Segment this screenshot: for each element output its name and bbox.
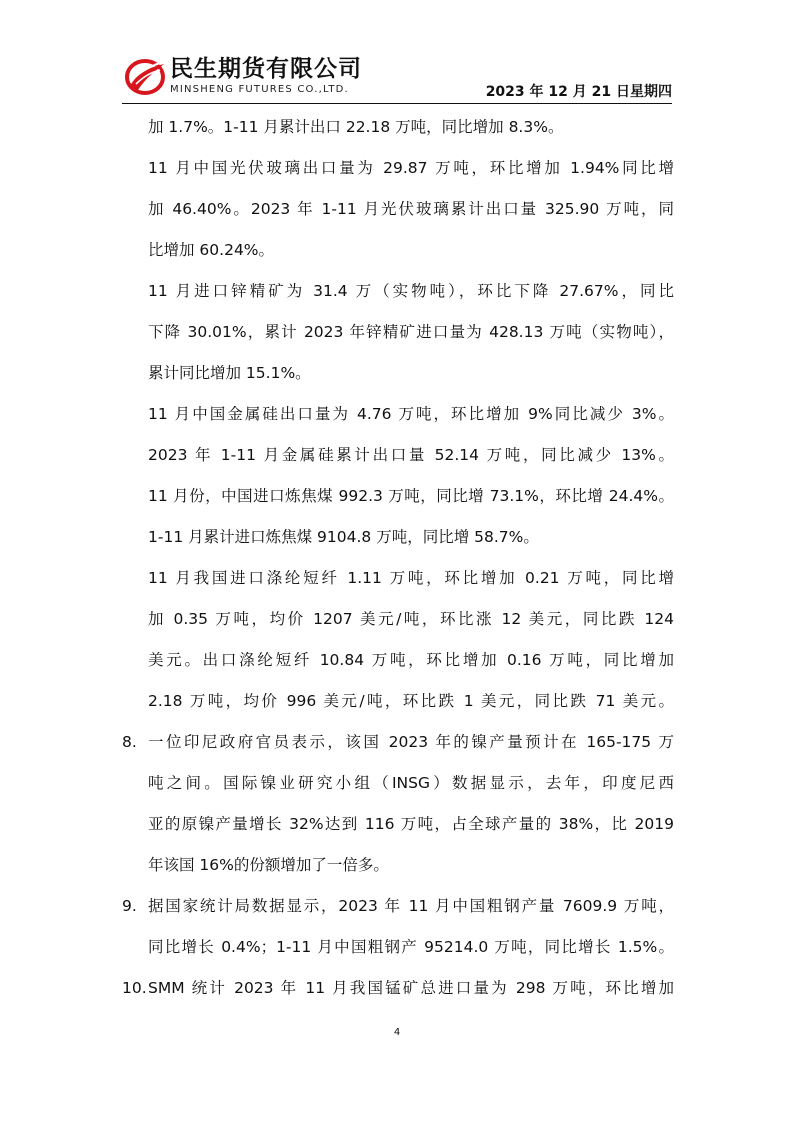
text-line: 年该国 16%的份额增加了一倍多。 xyxy=(148,856,389,874)
text-line: 一位印尼政府官员表示，该国 2023 年的镍产量预计在 165-175 万 xyxy=(148,733,674,751)
list-number: 10. xyxy=(122,979,147,997)
list-item-10 xyxy=(122,968,674,1009)
text-line: 11 月份，中国进口炼焦煤 992.3 万吨，同比增 73.1%，环比增 24.4%。 xyxy=(148,487,674,505)
text-line: 11 月我国进口涤纶短纤 1.11 万吨，环比增加 0.21 万吨，同比增 xyxy=(148,569,674,587)
company-name-en: MINSHENG FUTURES CO.,LTD. xyxy=(170,84,349,95)
page-header xyxy=(0,0,794,106)
list-item-line xyxy=(122,968,674,1009)
list-item-line xyxy=(122,886,674,927)
text-line: 加 46.40%。2023 年 1-11 月光伏玻璃累计出口量 325.90 万吨，同 xyxy=(148,200,674,218)
list-number: 8. xyxy=(122,733,137,751)
text-line: 累计同比增加 15.1%。 xyxy=(148,364,311,382)
text-line: 亚的原镍产量增长 32%达到 116 万吨，占全球产量的 38%，比 2019 xyxy=(148,815,674,833)
company-name-cn: 民生期货有限公司 xyxy=(170,56,362,82)
text-line: 美元。出口涤纶短纤 10.84 万吨，环比增加 0.16 万吨，同比增加 xyxy=(148,651,674,669)
text-line: 11 月中国光伏玻璃出口量为 29.87 万吨，环比增加 1.94%同比增 xyxy=(148,159,674,177)
list-item-line xyxy=(122,722,674,763)
list-item-9 xyxy=(122,886,674,968)
text-line: 1-11 月累计进口炼焦煤 9104.8 万吨，同比增 58.7%。 xyxy=(148,528,539,546)
text-line: 吨之间。国际镍业研究小组（INSG）数据显示，去年，印度尼西 xyxy=(148,774,674,792)
report-date: 2023 年 12 月 21 日星期四 xyxy=(485,84,672,100)
list-number: 9. xyxy=(122,897,137,915)
header-divider xyxy=(122,103,672,104)
text-line: 加 0.35 万吨，均价 1207 美元/吨，环比涨 12 美元，同比跌 124 xyxy=(148,610,674,628)
page-number: 4 xyxy=(393,1027,401,1038)
text-line: 2023 年 1-11 月金属硅累计出口量 52.14 万吨，同比减少 13%。 xyxy=(148,446,674,464)
list-item-8 xyxy=(122,722,674,886)
text-line: SMM 统计 2023 年 11 月我国锰矿总进口量为 298 万吨，环比增加 xyxy=(148,979,674,997)
text-line: 2.18 万吨，均价 996 美元/吨，环比跌 1 美元，同比跌 71 美元。 xyxy=(148,692,674,710)
text-line: 下降 30.01%，累计 2023 年锌精矿进口量为 428.13 万吨（实物吨）， xyxy=(148,323,674,341)
document-body xyxy=(122,107,674,1009)
text-line: 11 月进口锌精矿为 31.4 万（实物吨），环比下降 27.67%，同比 xyxy=(148,282,674,300)
text-line: 11 月中国金属硅出口量为 4.76 万吨，环比增加 9%同比减少 3%。 xyxy=(148,405,674,423)
text-line: 据国家统计局数据显示，2023 年 11 月中国粗钢产量 7609.9 万吨， xyxy=(148,897,674,915)
text-line: 加 1.7%。1-11 月累计出口 22.18 万吨，同比增加 8.3%。 xyxy=(148,118,564,136)
text-line: 比增加 60.24%。 xyxy=(148,241,275,259)
minsheng-logo-icon xyxy=(124,56,166,96)
text-line: 同比增长 0.4%；1-11 月中国粗钢产 95214.0 万吨，同比增长 1.5%。 xyxy=(148,938,674,956)
